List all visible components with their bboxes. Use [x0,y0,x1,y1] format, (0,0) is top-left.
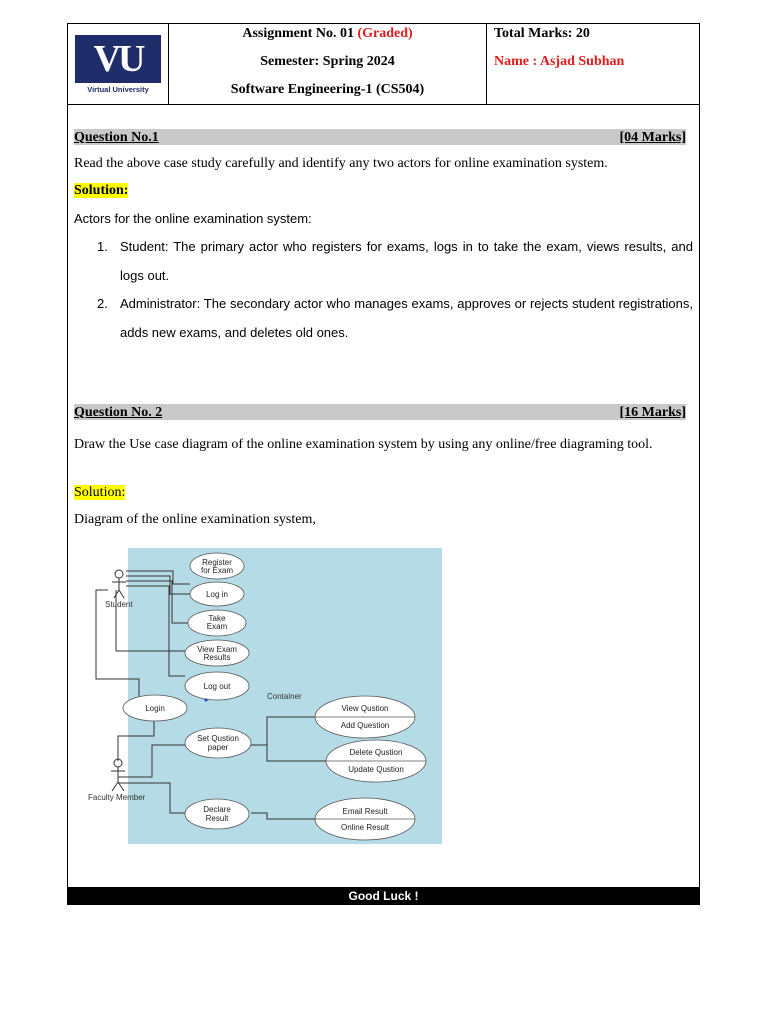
answer-item-1: 1. Student: The primary actor who registers for exams, logs in to take the exam, views results, and logs out. [97,239,693,283]
question-1-solution-label: Solution: [74,183,129,198]
question-2-solution-label: Solution: [74,485,126,500]
assignment-info [169,24,487,104]
uc-log-out-label: Log out [203,682,231,691]
uc-view-results-label-1: View Exam [197,645,237,654]
question-2-title: Question No. 2 [74,405,163,420]
faculty-actor-label: Faculty Member [88,793,146,802]
logo-cell [68,24,169,104]
question-2-text: Draw the Use case diagram of the online examination system by using any online/free diagraming tool. [74,437,653,452]
marker-dot [205,699,208,702]
footer-text: Good Luck ! [348,889,419,903]
marks-cell [487,24,699,104]
uc-set-question-label-1: Set Qustion [197,734,239,743]
question-1-text: Read the above case study carefully and identify any two actors for online examination system. [74,156,608,171]
course-title: Software Engineering-1 (CS504) [230,82,425,97]
question-2-marks: [16 Marks] [619,405,686,420]
uc-set-question-label-2: paper [207,743,229,752]
uc-declare-result-label-2: Result [205,814,229,823]
graded-label: (Graded) [357,26,413,41]
uc-email-result-label: Email Result [342,807,388,816]
question-1-intro: Actors for the online examination system: [74,211,312,226]
uc-add-question-label: Add Question [340,721,390,730]
faculty-actor-icon [111,759,125,791]
assignment-header [67,23,700,105]
footer-bar [67,887,700,905]
uc-view-question-label: View Qustion [341,704,389,713]
answer-item-2: 2. Administrator: The secondary actor who manages exams, approves or rejects student registrations, adds new exams, and deletes old ones. [97,296,693,340]
uc-online-result-label: Online Result [340,823,390,832]
uc-register-label-2: for Exam [200,566,234,575]
uc-register-label-1: Register [202,558,232,567]
student-name: Name : Asjad Subhan [494,54,625,69]
student-actor-icon [112,570,126,598]
vu-logo: VU [75,35,161,83]
uc-take-label-2: Exam [206,622,228,631]
uc-take-label-1: Take [208,614,226,623]
question-1-title: Question No.1 [74,130,159,145]
question-1-heading [74,129,686,145]
container-label: Container [267,692,302,701]
uc-update-question-label: Update Qustion [348,765,404,774]
semester: Semester: Spring 2024 [260,54,395,69]
logo-caption: Virtual University [87,84,149,94]
uc-login-label: Login [145,704,165,713]
uc-delete-question-label: Delete Qustion [349,748,403,757]
question-2-heading [74,404,686,420]
use-case-diagram [86,548,446,846]
assignment-title: Assignment No. 01 (Graded) [242,26,413,41]
question-1-marks: [04 Marks] [619,130,686,145]
question-2-intro: Diagram of the online examination system, [74,512,316,527]
student-actor-label: Student [105,600,133,609]
uc-declare-result-label-1: Declare [203,805,231,814]
uc-log-in-label: Log in [206,590,228,599]
uc-view-results-label-2: Results [203,653,231,662]
total-marks: Total Marks: 20 [494,26,590,41]
